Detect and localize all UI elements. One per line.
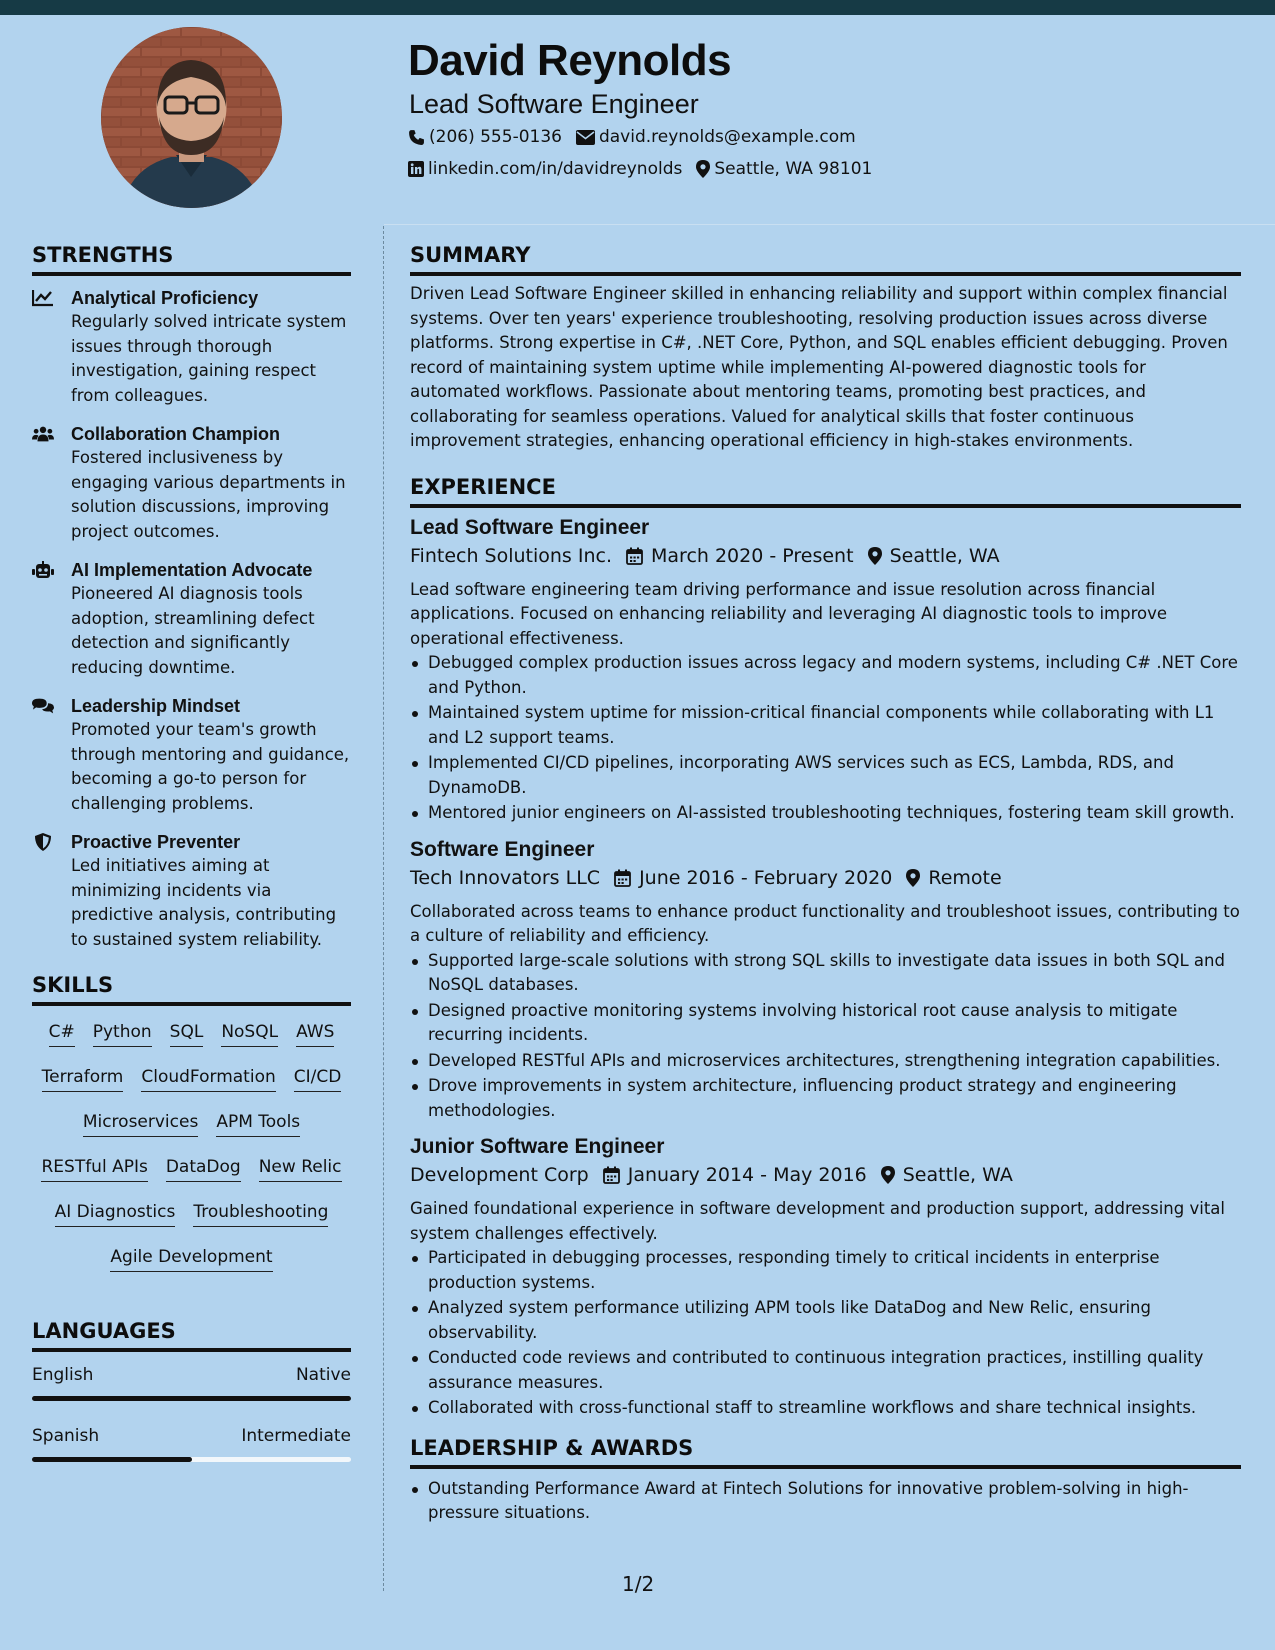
language-bar [32, 1396, 351, 1401]
summary-rule [410, 272, 1241, 276]
awards-list [410, 1477, 1241, 1526]
language-bar [32, 1457, 351, 1462]
bullet-item: Maintained system uptime for mission-critical financial components while collaborating with L1 and L2 support teams. [410, 701, 1241, 750]
calendar-icon [603, 1166, 620, 1184]
job-dates [626, 542, 854, 570]
strength-text: Regularly solved intricate system issues through thorough investigation, gaining respect from colleagues. [71, 312, 347, 405]
strength-item [32, 422, 351, 544]
contact-row-1 [408, 127, 870, 147]
skill-tag: Python [93, 1022, 152, 1047]
skill-tag: Agile Development [110, 1247, 272, 1272]
header-divider [384, 224, 1275, 225]
bullet-item: Implemented CI/CD pipelines, incorporating AWS services such as ECS, Lambda, RDS, and DynamoDB. [410, 751, 1241, 800]
job-description: Collaborated across teams to enhance product functionality and troubleshoot issues, contributing to a culture of reliability and efficiency. [410, 901, 1240, 945]
left-column [32, 238, 351, 1480]
bullet-item: Analyzed system performance utilizing APM tools like DataDog and New Relic, ensuring observability. [410, 1296, 1241, 1345]
job-dates [603, 1161, 867, 1189]
top-accent-bar [0, 0, 1275, 15]
job-location-text: Remote [928, 866, 1002, 889]
skill-tag: CloudFormation [141, 1067, 275, 1092]
column-divider [383, 226, 384, 1591]
skill-tag: C# [49, 1022, 75, 1047]
language-item [32, 1425, 351, 1462]
bullet-item: Collaborated with cross-functional staff to streamline workflows and share technical insights. [410, 1396, 1241, 1421]
skill-tag: Troubleshooting [193, 1202, 328, 1227]
job-description: Gained foundational experience in software development and production support, addressing vital system challenges effectively. [410, 1199, 1226, 1243]
language-item [32, 1364, 351, 1401]
strength-title: Proactive Preventer [71, 832, 241, 852]
job-description: Lead software engineering team driving performance and issue resolution across financial applications. Focused on enhancing reliability and leveraging AI diagnostic tools to improve operational effectiveness. [410, 579, 1168, 648]
bullet-item: Drove improvements in system architecture, influencing product strategy and engineering methodologies. [410, 1074, 1241, 1123]
map-pin-icon [696, 160, 710, 178]
strength-text: Pioneered AI diagnosis tools adoption, streamlining defect detection and significantly reducing downtime. [71, 584, 315, 677]
job-company: Tech Innovators LLC [410, 866, 601, 889]
strengths-heading: STRENGTHS [32, 243, 174, 267]
job-location-text: Seattle, WA [889, 544, 1000, 567]
job-entry [410, 514, 1241, 826]
strengths-rule [32, 272, 351, 276]
skills-rule [32, 1002, 351, 1006]
location-text: Seattle, WA 98101 [714, 159, 873, 179]
language-bar-fill [32, 1396, 351, 1401]
candidate-title: Lead Software Engineer [409, 89, 699, 119]
job-bullets [410, 1246, 1241, 1421]
bullet-item: Conducted code reviews and contributed to continuous integration practices, instilling quality assurance measures. [410, 1346, 1241, 1395]
experience-heading: EXPERIENCE [410, 474, 556, 499]
linkedin-text: linkedin.com/in/davidreynolds [428, 159, 683, 179]
summary-text: Driven Lead Software Engineer skilled in enhancing reliability and support within complex financial systems. Over ten years' experience troubleshooting, resolving production issues across diverse platforms. Strong expertise in C#, .NET Core, Python, and SQL enables efficient debugging. Proven record of maintaining system uptime while implementing AI-powered diagnostic tools for automated workflows. Passionate about mentoring teams, promoting best practices, and collaborating for seamless operations. Valued for analytical skills that foster continuous improvement strategies, enhancing operational efficiency in high-stakes environments. [410, 284, 1228, 450]
job-title: Lead Software Engineer [410, 515, 650, 539]
skill-tag: AI Diagnostics [55, 1202, 176, 1227]
languages-heading: LANGUAGES [32, 1319, 176, 1343]
right-column [410, 238, 1241, 1536]
language-name: English [32, 1365, 94, 1385]
job-bullets [410, 651, 1241, 826]
job-location [906, 864, 1001, 892]
job-dates-text: March 2020 - Present [651, 544, 854, 567]
skill-tag: APM Tools [216, 1112, 300, 1137]
job-bullets [410, 949, 1241, 1124]
strength-title: Analytical Proficiency [71, 288, 259, 308]
phone-icon [408, 129, 425, 146]
bullet-item: Supported large-scale solutions with strong SQL skills to investigate data issues in both SQL and NoSQL databases. [410, 949, 1241, 998]
strength-item [32, 694, 351, 816]
bullet-item: Developed RESTful APIs and microservices architectures, strengthening integration capabilities. [410, 1049, 1241, 1074]
envelope-icon [576, 130, 595, 145]
location-contact [696, 159, 872, 179]
job-dates [614, 864, 892, 892]
users-icon [32, 425, 54, 443]
skills-list [32, 1016, 351, 1292]
awards-rule [410, 1465, 1241, 1469]
skill-tag: AWS [296, 1022, 334, 1047]
skill-tag: New Relic [259, 1157, 342, 1182]
map-pin-icon [906, 869, 920, 887]
job-location [868, 542, 1000, 570]
bullet-item: Debugged complex production issues across legacy and modern systems, including C# .NET Core and Python. [410, 651, 1241, 700]
job-meta [410, 542, 1241, 570]
email-text: david.reynolds@example.com [598, 127, 856, 147]
strength-item [32, 286, 351, 408]
strength-title: Leadership Mindset [71, 696, 241, 716]
shield-icon [32, 833, 54, 851]
calendar-icon [626, 547, 643, 565]
skill-tag: DataDog [166, 1157, 241, 1182]
calendar-icon [614, 869, 631, 887]
bullet-item: Participated in debugging processes, responding timely to critical incidents in enterprise production systems. [410, 1246, 1241, 1295]
job-location-text: Seattle, WA [902, 1164, 1013, 1186]
linkedin-contact[interactable] [408, 159, 682, 179]
map-pin-icon [868, 547, 882, 565]
strength-title: AI Implementation Advocate [71, 560, 313, 580]
map-pin-icon [881, 1166, 895, 1184]
skill-tag: NoSQL [221, 1022, 278, 1047]
job-company: Development Corp [410, 1164, 589, 1186]
bullet-item: Designed proactive monitoring systems involving historical root cause analysis to mitigate recurring incidents. [410, 999, 1241, 1048]
strength-item [32, 830, 351, 952]
email-contact[interactable] [576, 127, 856, 147]
job-company: Fintech Solutions Inc. [410, 544, 613, 567]
job-location [881, 1161, 1013, 1189]
skill-tag: RESTful APIs [41, 1157, 147, 1182]
strength-item [32, 558, 351, 680]
skills-heading: SKILLS [32, 973, 114, 997]
linkedin-icon [408, 161, 424, 177]
skill-tag: SQL [170, 1022, 204, 1047]
language-level: Native [295, 1365, 351, 1385]
robot-icon [32, 561, 54, 579]
language-bar-fill [32, 1457, 192, 1462]
page-number: 1/2 [622, 1572, 655, 1596]
language-level: Intermediate [241, 1426, 351, 1446]
strength-text: Fostered inclusiveness by engaging various departments in solution discussions, improving project outcomes. [71, 448, 346, 541]
chart-line-icon [32, 289, 54, 307]
profile-photo [101, 27, 282, 208]
job-meta [410, 864, 1241, 892]
job-title: Software Engineer [410, 837, 595, 861]
skill-tag: CI/CD [294, 1067, 342, 1092]
job-title: Junior Software Engineer [410, 1135, 665, 1158]
job-entry [410, 836, 1241, 1124]
award-item: Outstanding Performance Award at Fintech Solutions for innovative problem-solving in high-pressure situations. [410, 1477, 1241, 1526]
summary-heading: SUMMARY [410, 243, 531, 267]
job-dates-text: January 2014 - May 2016 [627, 1164, 867, 1186]
strength-text: Promoted your team's growth through mentoring and guidance, becoming a go-to person for challenging problems. [71, 720, 350, 813]
comments-icon [32, 697, 54, 715]
experience-rule [410, 504, 1241, 508]
job-dates-text: June 2016 - February 2020 [639, 866, 893, 889]
languages-rule [32, 1348, 351, 1352]
strength-text: Led initiatives aiming at minimizing incidents via predictive analysis, contributing to sustained system reliability. [71, 856, 337, 949]
skill-tag: Microservices [83, 1112, 199, 1137]
bullet-item: Mentored junior engineers on AI-assisted troubleshooting techniques, fostering team skill growth. [410, 801, 1241, 826]
candidate-name: David Reynolds [408, 36, 732, 85]
contact-row-2 [408, 159, 886, 179]
phone-text: (206) 555-0136 [429, 127, 562, 147]
awards-heading: LEADERSHIP & AWARDS [410, 1435, 694, 1460]
language-name: Spanish [32, 1426, 100, 1446]
skill-tag: Terraform [42, 1067, 124, 1092]
job-entry [410, 1133, 1241, 1421]
phone-contact[interactable] [408, 127, 562, 147]
job-meta [410, 1161, 1241, 1189]
strength-title: Collaboration Champion [71, 424, 280, 444]
